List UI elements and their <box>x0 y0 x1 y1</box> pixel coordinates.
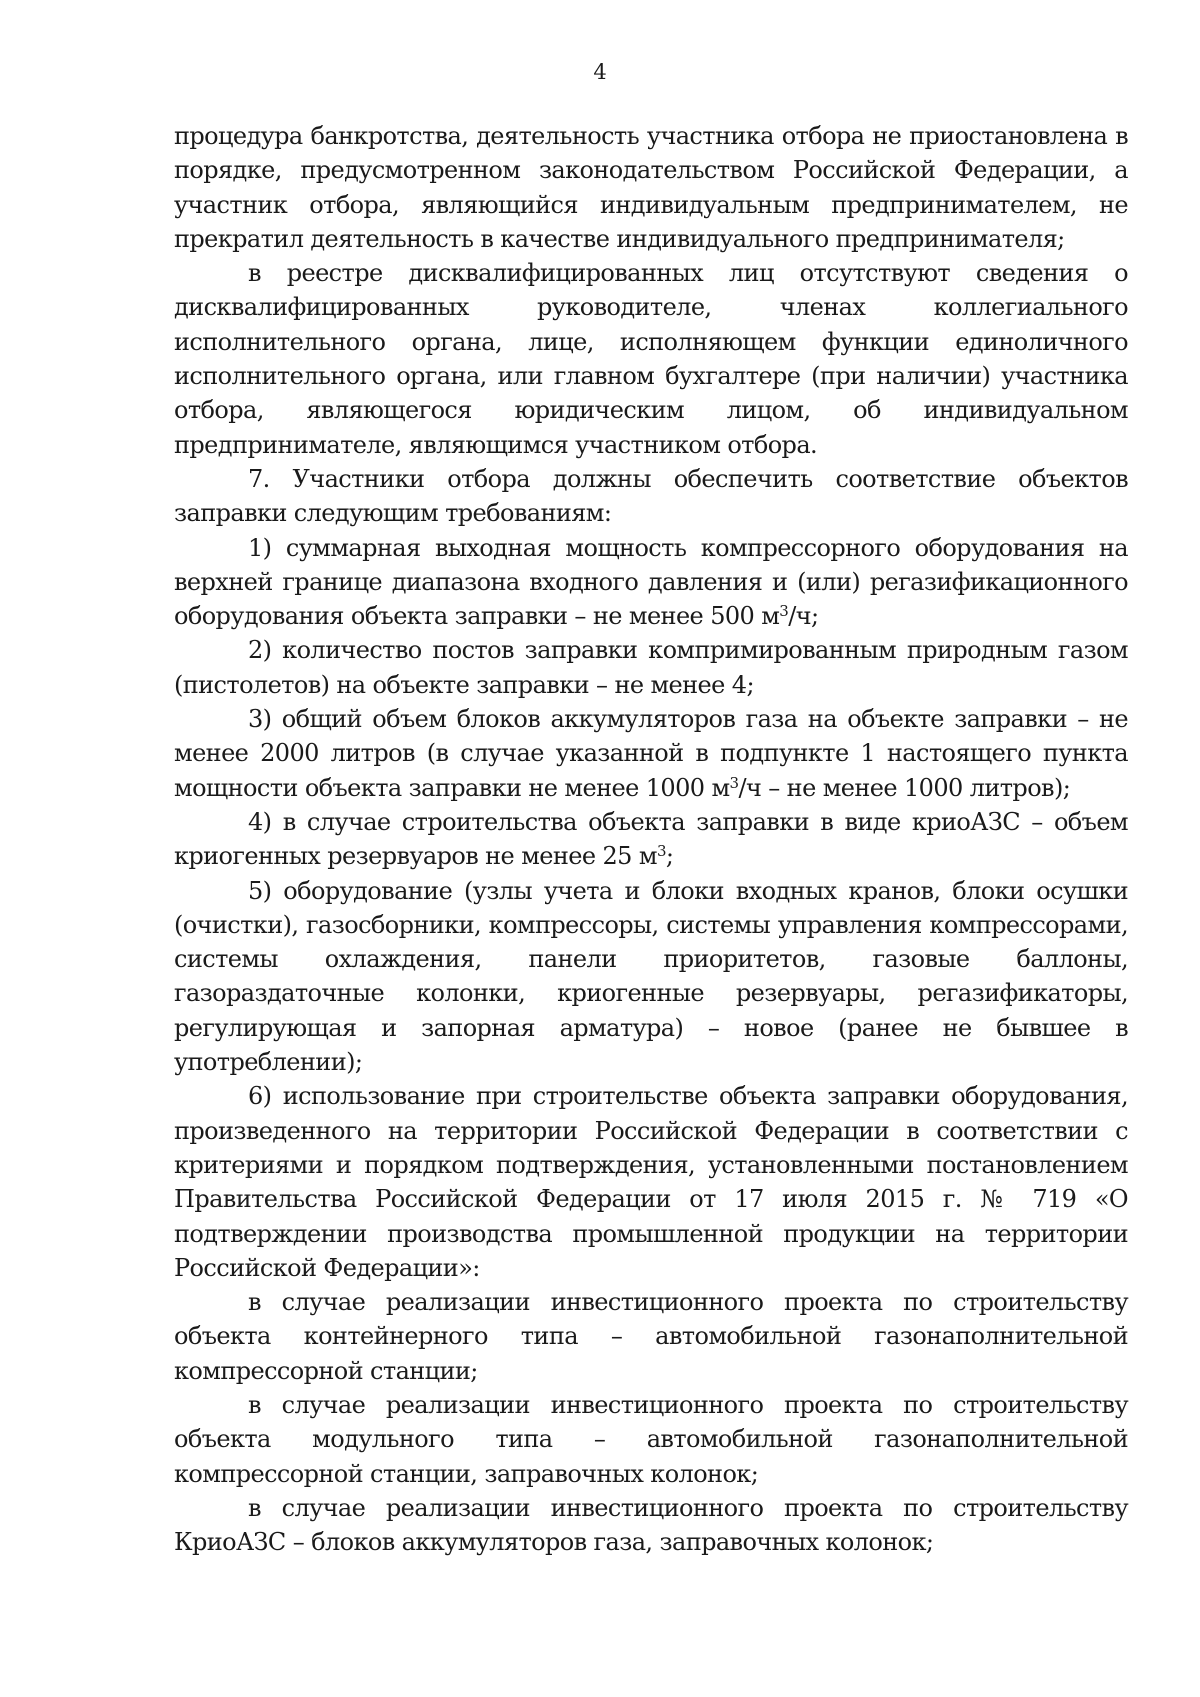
paragraph-container-type-station: в случае реализации инвестиционного проекта по строительству объекта контейнерного типа – автомобильной газонаполнительной компрессорной станции; <box>174 1288 1128 1385</box>
paragraph-modular-type-station: в случае реализации инвестиционного проекта по строительству объекта модульного типа – автомобильной газонаполнительной компрессорной станции, заправочных колонок; <box>174 1390 1128 1488</box>
cubic-superscript: 3 <box>779 602 789 621</box>
paragraph-disqualified-persons: в реестре дисквалифицированных лиц отсутствуют сведения о дисквалифицированных руководителе, членах коллегиального исполнительного органа, лице, исполняющем функции единоличного исполнительного органа, или главном бухгалтере (при наличии) участника отбора, являющегося юридическим лицом, об индивидуальном предпринимателе, являющимся участником отбора. <box>174 259 1128 459</box>
paragraph-subitem-4-cryogenic-tanks <box>174 805 1128 874</box>
subitem-1-unit-suffix: /ч; <box>788 602 819 631</box>
paragraph-subitem-2-fueling-posts: 2) количество постов заправки компримированным природным газом (пистолетов) на объекте заправки – не менее 4; <box>174 636 1128 699</box>
paragraph-subitem-5-new-equipment: 5) оборудование (узлы учета и блоки входных кранов, блоки осушки (очистки), газосборники, компрессоры, системы управления компрессорами, системы охлаждения, панели приоритетов, газовые баллоны, газораздаточные колонки, криогенные резервуары, регазификаторы, регулирующая и запорная арматура) – новое (ранее не бывшее в употреблении); <box>174 876 1128 1077</box>
paragraph-subitem-3-accumulator-volume <box>174 702 1128 805</box>
document-body <box>174 119 1128 1559</box>
subitem-1-text: 1) суммарная выходная мощность компрессорного оборудования на верхней границе диапазона входного давления и (или) регазификационного оборудования объекта заправки – не менее 500 м <box>174 533 1128 631</box>
subitem-4-text: 4) в случае строительства объекта заправки в виде криоАЗС – объем криогенных резервуаров не менее 25 м <box>174 807 1128 871</box>
subitem-3-unit-suffix: /ч – не менее 1000 литров); <box>738 773 1071 802</box>
subitem-3-text: 3) общий объем блоков аккумуляторов газа на объекте заправки – не менее 2000 литров (в случае указанной в подпункте 1 настоящего пункта мощности объекта заправки не менее 1000 м <box>174 705 1128 802</box>
paragraph-bankruptcy-condition: процедура банкротства, деятельность участника отбора не приостановлена в порядке, предусмотренном законодательством Российской Федерации, а участник отбора, являющийся индивидуальным предпринимателем, не прекратил деятельность в качестве индивидуального предпринимателя; <box>174 122 1128 253</box>
paragraph-subitem-6-domestic-equipment: 6) использование при строительстве объекта заправки оборудования, произведенного на территории Российской Федерации в соответствии с критериями и порядком подтверждения, установленными постановлением Правительства Российской Федерации от 17 июля 2015 г. № 719 «О подтверждении производства промышленной продукции на территории Российской Федерации»: <box>174 1082 1128 1282</box>
cubic-superscript: 3 <box>656 842 666 861</box>
cubic-superscript: 3 <box>729 773 739 792</box>
page-number: 4 <box>593 60 607 84</box>
subitem-4-unit-suffix: ; <box>665 842 674 871</box>
paragraph-item-7-requirements: 7. Участники отбора должны обеспечить соответствие объектов заправки следующим требованиям: <box>174 464 1128 528</box>
paragraph-subitem-1-compressor-capacity <box>174 531 1128 634</box>
paragraph-cryo-station: в случае реализации инвестиционного проекта по строительству КриоАЗС – блоков аккумуляторов газа, заправочных колонок; <box>174 1493 1128 1557</box>
